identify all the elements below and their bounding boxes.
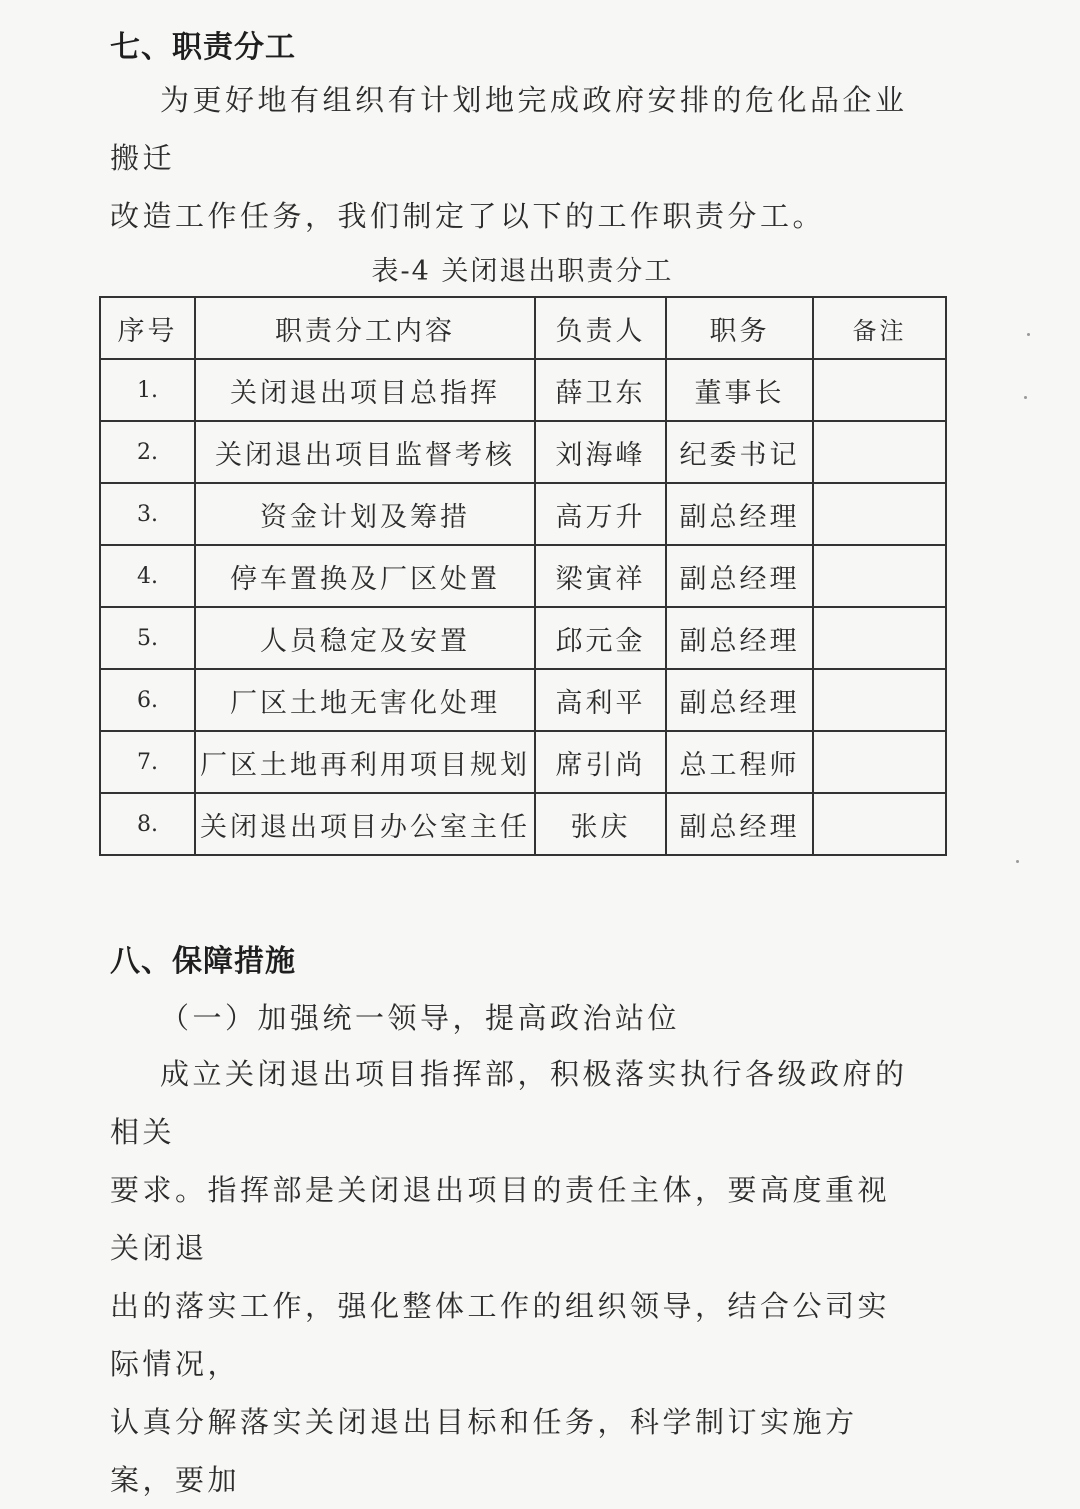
cell-title: 副总经理 xyxy=(666,669,813,731)
section-heading-8: 八、保障措施 xyxy=(110,944,296,979)
cell-person: 刘海峰 xyxy=(535,421,666,483)
cell-title: 副总经理 xyxy=(666,545,813,607)
cell-title: 副总经理 xyxy=(666,483,813,545)
header-content: 职责分工内容 xyxy=(195,297,535,359)
section7-paragraph xyxy=(110,71,910,245)
table-caption: 表-4 关闭退出职责分工 xyxy=(371,256,674,287)
cell-seq: 1. xyxy=(100,359,195,421)
cell-note xyxy=(813,731,946,793)
cell-title: 副总经理 xyxy=(666,793,813,855)
cell-title: 副总经理 xyxy=(666,607,813,669)
cell-note xyxy=(813,669,946,731)
cell-title: 纪委书记 xyxy=(666,421,813,483)
paragraph-line: 要求。指挥部是关闭退出项目的责任主体，要高度重视关闭退 xyxy=(110,1173,891,1265)
cell-seq: 7. xyxy=(100,731,195,793)
paragraph-line: 出的落实工作，强化整体工作的组织领导，结合公司实际情况， xyxy=(110,1289,891,1381)
section-heading-7: 七、职责分工 xyxy=(110,30,296,65)
paragraph-line: 改造工作任务，我们制定了以下的工作职责分工。 xyxy=(110,199,826,233)
scan-speck xyxy=(1027,333,1030,336)
paragraph-line: 认真分解落实关闭退出目标和任务，科学制订实施方案，要加 xyxy=(110,1405,858,1497)
header-seq: 序号 xyxy=(100,297,195,359)
cell-content: 资金计划及筹措 xyxy=(195,483,535,545)
cell-content: 人员稳定及安置 xyxy=(195,607,535,669)
cell-seq: 4. xyxy=(100,545,195,607)
cell-content: 厂区土地无害化处理 xyxy=(195,669,535,731)
cell-seq: 3. xyxy=(100,483,195,545)
cell-seq: 2. xyxy=(100,421,195,483)
cell-note xyxy=(813,483,946,545)
cell-person: 张庆 xyxy=(535,793,666,855)
paragraph-line xyxy=(110,71,910,187)
cell-note xyxy=(813,607,946,669)
cell-content: 厂区土地再利用项目规划 xyxy=(195,731,535,793)
cell-person: 梁寅祥 xyxy=(535,545,666,607)
cell-person: 邱元金 xyxy=(535,607,666,669)
subheading-line xyxy=(110,989,910,1047)
cell-content: 关闭退出项目监督考核 xyxy=(195,421,535,483)
paragraph-line-text: 成立关闭退出项目指挥部，积极落实执行各级政府的相关 xyxy=(110,1057,908,1149)
scan-speck xyxy=(1024,396,1027,399)
section8-paragraph xyxy=(110,1045,910,1509)
paragraph-line-text: 为更好地有组织有计划地完成政府安排的危化品企业搬迁 xyxy=(110,83,908,175)
cell-person: 高利平 xyxy=(535,669,666,731)
header-person: 负责人 xyxy=(535,297,666,359)
subheading-text: （一）加强统一领导，提高政治站位 xyxy=(160,1001,681,1035)
cell-seq: 8. xyxy=(100,793,195,855)
table-row xyxy=(100,731,946,793)
paragraph-line xyxy=(110,1045,910,1161)
cell-note xyxy=(813,793,946,855)
cell-note xyxy=(813,359,946,421)
table-row xyxy=(100,359,946,421)
cell-person: 高万升 xyxy=(535,483,666,545)
cell-content: 关闭退出项目办公室主任 xyxy=(195,793,535,855)
cell-seq: 5. xyxy=(100,607,195,669)
header-title: 职务 xyxy=(666,297,813,359)
table-header-row xyxy=(100,297,946,359)
cell-content: 停车置换及厂区处置 xyxy=(195,545,535,607)
cell-person: 薛卫东 xyxy=(535,359,666,421)
table-row xyxy=(100,669,946,731)
cell-title: 总工程师 xyxy=(666,731,813,793)
cell-person: 席引尚 xyxy=(535,731,666,793)
table-row xyxy=(100,421,946,483)
table-row xyxy=(100,483,946,545)
cell-seq: 6. xyxy=(100,669,195,731)
cell-note xyxy=(813,545,946,607)
cell-note xyxy=(813,421,946,483)
header-note: 备注 xyxy=(813,297,946,359)
table-row xyxy=(100,793,946,855)
scan-speck xyxy=(1016,860,1019,863)
cell-content: 关闭退出项目总指挥 xyxy=(195,359,535,421)
table-row xyxy=(100,607,946,669)
section8-subheading xyxy=(110,989,910,1047)
cell-title: 董事长 xyxy=(666,359,813,421)
duty-table xyxy=(99,296,947,856)
table-row xyxy=(100,545,946,607)
